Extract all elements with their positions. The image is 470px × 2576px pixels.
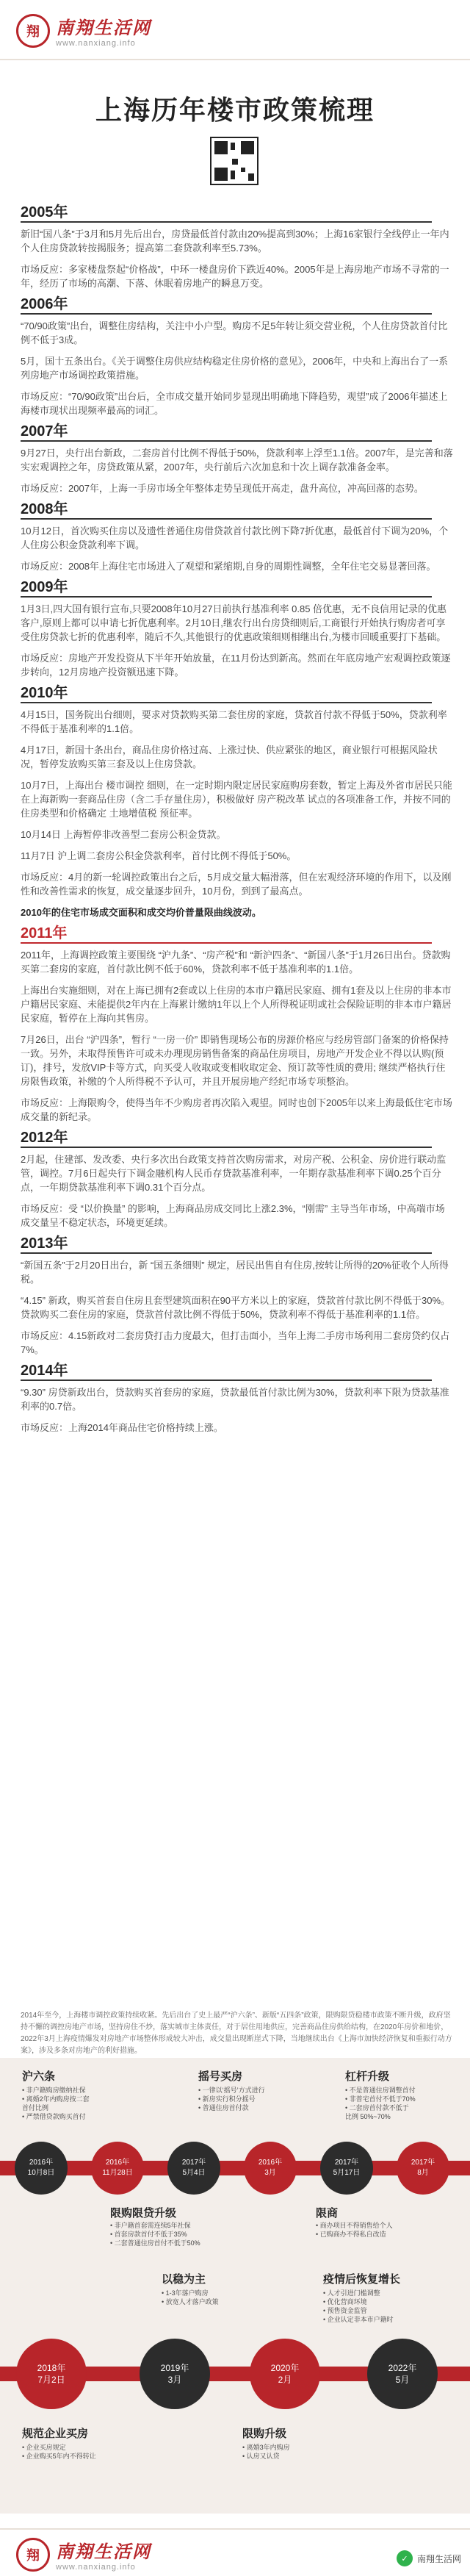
footer-logo[interactable] (16, 2537, 151, 2572)
section-year: 2007年 (21, 423, 68, 440)
timeline-bullet-item: 比例 50%~70% (345, 2113, 391, 2120)
timeline-bullets-5 (316, 2221, 393, 2239)
timeline-bullet-item: • 已购商办不得私自改造 (316, 2231, 386, 2238)
timeline-bullet-item: • 企业购买5年内不得转让 (22, 2453, 96, 2460)
timeline-node-4 (244, 2142, 297, 2195)
footer-brand-name: 南翔生活网 (56, 2541, 151, 2562)
timeline-label-1: 沪六条 (22, 2070, 56, 2083)
timeline-bullet-item: • 一律以‘摇号’方式进行 (198, 2087, 265, 2094)
section-divider (21, 942, 432, 944)
section-paragraph: 11月7日 沪上调二套房公积金贷款利率，首付比例不得低于50%。 (21, 850, 297, 861)
timeline-bullet-item: • 首套房款首付不低于35% (110, 2231, 187, 2238)
section-year: 2010年 (21, 685, 68, 701)
timeline-bullets-4 (110, 2221, 200, 2247)
node-date: 3月 (264, 2169, 276, 2177)
section-paragraph: 市场反应：2008年上海住宅市场进入了观望和紧缩期,自身的周期性调整，全年住宅交易显著回落。 (21, 561, 436, 572)
timeline-label-5: 限商 (316, 2207, 339, 2220)
timeline-label-8: 规范企业买房 (22, 2428, 89, 2440)
brand-url: www.nanxiang.info (56, 39, 136, 48)
node-year: 2017年 (334, 2159, 359, 2167)
timeline-label-9: 限购升级 (242, 2428, 287, 2440)
section-paragraph: 4月15日，国务院出台细则，要求对贷款购买第二套住房的家庭，贷款首付款不得低于50%，贷款利率不得低于基准利率的1.1倍。 (21, 709, 447, 734)
footer-brand-url: www.nanxiang.info (56, 2563, 136, 2572)
timeline-bullet-item: • 二套普通住房首付不低于50% (110, 2239, 200, 2247)
timeline-bullet-item: • 普通住房首付款 (198, 2104, 249, 2112)
section-divider (21, 221, 432, 223)
section-year: 2013年 (21, 1235, 68, 1252)
wechat-icon: ✓ (397, 2550, 413, 2566)
node-date: 11月28日 (102, 2169, 133, 2177)
timeline-bullets-8 (22, 2443, 96, 2461)
timeline-bullet-item: • 企业认定非本市户籍时 (323, 2316, 394, 2323)
qr-code-icon[interactable] (210, 137, 258, 185)
section-paragraph: 10月14日 上海暂停非改善型二套房公积金贷款。 (21, 829, 226, 840)
section-divider (21, 518, 432, 520)
timeline-bullet-item: • 认房又认贷 (242, 2453, 280, 2460)
section-year: 2012年 (21, 1130, 68, 1146)
section-paragraph: 市场反应：多家楼盘祭起“价格战”，中环一楼盘房价下跌近40%。2005年是上海房地产市场不寻常的一年，经历了市场的高潮、下落、休眠着房地产的瞬息万变。 (21, 264, 449, 289)
section-year: 2005年 (21, 204, 68, 220)
node-date: 8月 (417, 2169, 429, 2177)
section-year: 2011年 (21, 925, 68, 941)
section-paragraph: 7月26日，出台 “沪四条”，暂行 “一房一价” 即销售现场公布的房源价格应与经房管部门备案的价格保持一致。另外，未取得预售许可或未办理现房销售备案的商品住房项目，房地产开发企业不得以认购(预订)，排号，发放VIP卡等方式，向买受人收取或变相收取定金、预订款等性质的费用; 继续严格执行住房限售政策，补缴的个人所得税不予认可，并且开展房地产经纪市场专项整治。 (21, 1034, 449, 1087)
section-divider (21, 1147, 432, 1148)
section-paragraph: 2011年，上海调控政策主要围绕 “沪九条”、“房产税”和 “新沪四条”、“新国八条”于1月26日出台。贷款购买第二套房的家庭，首付款比例不低于60%，贷款利率不低于基准利率的1.1倍。 (21, 950, 451, 975)
section-paragraph: “4.15” 新政，购买首套自住房且套型建筑面积在90平方米以上的家庭，贷款首付款比例不得低于30%。贷款购买二套住房的家庭，贷款首付款比例不得低于50%，贷款利率不得低于基准利率的1.1倍。 (21, 1295, 451, 1320)
policy-timeline (0, 2058, 470, 2514)
timeline-label-7: 疫情后恢复增长 (323, 2273, 401, 2286)
node-date: 10月8日 (27, 2169, 55, 2177)
section-paragraph: 市场反应：4.15新政对二套房贷打击力度最大，但打击面小，当年上海二手房市场利用二套房贷约仅占7%。 (21, 1330, 450, 1355)
section-paragraph: 市场反应：受 “以价换量” 的影响，上海商品房成交同比上涨2.3%，“刚需” 主导当年市场，中高端市场成交量呈不稳定状态，环境更延续。 (21, 1203, 445, 1228)
section-year: 2008年 (21, 501, 68, 517)
section-paragraph: 市场反应：4月的新一轮调控政策出台之后，5月成交量大幅滑落，但在宏观经济环境的作用下，以及刚性和改善性需求的恢复，成交量逐步回升，10月份，到到了最高点。 (21, 872, 452, 897)
timeline-bullet-item: • 企业买房规定 (22, 2444, 66, 2451)
node-year: 2020年 (270, 2363, 300, 2373)
timeline-node-2 (91, 2142, 144, 2195)
footnote: 2014年至今，上海楼市调控政策持续收紧。先后出台了史上最严“沪六条”、新版“五四条”政策，限购限贷稳楼市政策不断升级，政府坚持不懈的调控房地产市场，坚持房住不炒，落实城市主体责任，对于居住用地供应，完善商品住房供给结构，在2020年房价和地价，2022年3月上海疫情爆发对房地产市场整体形成较大冲击，成交量出现断崖式下降，当地继续出台《上海市加快经济恢复和重振行动方案》，涉及多条对房地产的利好措施。 (21, 2012, 452, 2055)
section-paragraph: 4月17日，新国十条出台，商品住房价格过高、上涨过快、供应紧张的地区，商业银行可根据风险状况，暂停发放购买第三套及以上住房贷款。 (21, 745, 438, 769)
node-year: 2016年 (258, 2159, 283, 2167)
timeline-node-5 (320, 2142, 373, 2195)
section-year: 2006年 (21, 296, 68, 312)
timeline-bullet-item: • 新房实行积分摇号 (198, 2095, 256, 2103)
timeline-bullet-item: • 非户籍购房缴纳社保 (22, 2087, 86, 2094)
timeline-bullet-item: • 商办项目不得销售给个人 (316, 2222, 393, 2229)
node-year: 2016年 (29, 2159, 54, 2167)
node-year: 2017年 (181, 2159, 206, 2167)
node-date: 5月17日 (333, 2169, 361, 2177)
section-divider (21, 1252, 432, 1254)
section-paragraph: “70/90政策”出台，调整住房结构，关注中小户型。购房不足5年转让须交营业税，个人住房贷款首付比例不低于3成。 (21, 320, 448, 345)
section-paragraph: 10月12日，首次购买住房以及遗性普通住房借贷款首付款比例下降7折优惠，最低首付下调为20%，个人住房公积金贷款利率下调。 (21, 525, 449, 550)
logo-mark-text: 翔 (26, 24, 40, 40)
timeline-bullet-item: • 二套房首付款不低于 (345, 2104, 409, 2112)
timeline-bullet-item: • 优化营商环境 (323, 2298, 367, 2306)
logo-text (56, 13, 151, 48)
brand-logo[interactable] (16, 13, 151, 48)
timeline-bullets-1 (22, 2086, 90, 2121)
footer-logo-mark-icon (16, 2538, 50, 2572)
section-paragraph: “9.30” 房贷新政出台，贷款购买首套房的家庭，贷款最低首付款比例为30%，贷款利率下限为贷款基准利率的0.7倍。 (21, 1387, 449, 1412)
section-paragraph: 上海出台实施细则，对在上海已拥有2套或以上住房的本市户籍居民家庭、拥有1套及以上住房的非本市户籍居民家庭、未能提供2年内在上海累计缴纳1年以上个人所得税证明或社会保险证明的非本市户籍居民家庭，暂停在上海向其售房。 (21, 985, 452, 1024)
timeline-bullet-item: • 不是普通住房调整首付 (345, 2087, 416, 2094)
section-paragraph: 5月，国十五条出台。《关于调整住房供应结构稳定住房价格的意见》，2006年，中央和上海出台了一系列房地产市场调控政策措施。 (21, 356, 449, 381)
timeline-bullet-item: • 预售资金监管 (323, 2307, 367, 2314)
section-divider (21, 596, 432, 598)
timeline-label-2: 摇号买房 (198, 2070, 243, 2083)
section-paragraph: 1月3日,四大国有银行宣布,只要2008年10月27日前执行基准利率 0.85 倍优惠，无不良信用记录的优惠客户,原则上都可以申请七折优惠利率。2月10日,继农行出台房贷细则后,工商银行开始执行购房者可享受住房贷款七折的优惠利率，随后不久,其他银行的优惠政策细则相继出台,为楼市回暖重要打下基础。 (21, 603, 447, 642)
footer-logo-mark-text: 翔 (26, 2547, 40, 2564)
timeline-node-8 (140, 2339, 210, 2409)
timeline-bullet-item: • 严禁借贷款购买首付 (22, 2113, 86, 2120)
node-date: 7月2日 (37, 2375, 65, 2385)
section-paragraph: 9月27日，央行出台新政，二套房首付比例不得低于50%，贷款利率上浮至1.1倍。2007年，是完善和落实宏观调控之年，房贷政策从紧，2007年，央行前后六次加息和十次上调存款准备金率。 (21, 448, 453, 473)
timeline-bullet-item: • 1-3年落户购房 (162, 2289, 209, 2297)
timeline-node-7 (16, 2339, 87, 2409)
timeline-node-9 (250, 2339, 320, 2409)
node-year: 2016年 (105, 2159, 130, 2167)
page-title: 上海历年楼市政策梳理 (95, 95, 375, 125)
section-divider (21, 440, 432, 442)
timeline-bullet-item: • 放宽人才落户政策 (162, 2298, 219, 2306)
timeline-node-1 (15, 2142, 68, 2195)
wechat-account[interactable] (397, 2550, 461, 2566)
node-date: 5月4日 (182, 2169, 206, 2177)
timeline-bullets-7 (323, 2289, 394, 2324)
node-date: 5月 (395, 2375, 410, 2385)
section-year: 2014年 (21, 1363, 68, 1379)
timeline-label-6: 以稳为主 (162, 2273, 206, 2286)
section-paragraph: “新国五条”于2月20日出台，新 “国五条细则” 规定，居民出售自有住房,按转让所得的20%征收个人所得税。 (21, 1260, 449, 1285)
node-year: 2017年 (411, 2159, 435, 2167)
node-year: 2019年 (160, 2363, 189, 2373)
logo-mark-icon (16, 14, 50, 48)
node-year: 2022年 (388, 2363, 417, 2373)
timeline-label-4: 限购限贷升级 (110, 2207, 177, 2220)
timeline-bullet-item: • 离婚2年内购房按二套 (22, 2095, 90, 2103)
timeline-bullet-item: • 离婚3年内购房 (242, 2444, 290, 2451)
wechat-name: 南翔生活网 (416, 2553, 461, 2564)
timeline-bullets-6 (162, 2289, 219, 2306)
section-paragraph: 10月7日，上海出台 楼市调控 细则，在一定时期内限定居民家庭购房套数，暂定上海及外省市居民只能在上海新购一套商品住房（含二手存量住房），积极做好 房产税改革 试点的各项准备工作，并按不同的住房类型和价格确定 土地增值税 预征率。 (21, 780, 452, 819)
section-paragraph: 新旧“国八条”于3月和5月先后出台，房贷最低首付款由20%提高到30%；上海16家银行全线停止一年内个人住房贷款转按揭服务；提高第二套贷款利率至5.73%。 (21, 229, 449, 254)
timeline-bullet-item: • 人才引进门槛调整 (323, 2289, 380, 2297)
timeline-bullet-item: 首付比例 (22, 2104, 49, 2112)
footer-divider (0, 2528, 470, 2530)
section-paragraph: 市场反应：2007年，上海一手房市场全年整体走势呈现低开高走，盘升高位，冲高回落的态势。 (21, 483, 424, 494)
timeline-node-3 (167, 2142, 220, 2195)
section-paragraph: 市场反应：“70/90政策”出台后，全市成交量开始同步显现出明确地下降趋势，观望”成了2006年描述上海楼市现状出现频率最高的词汇。 (21, 391, 448, 416)
timeline-node-10 (367, 2339, 438, 2409)
section-paragraph: 2月起，住建部、发改委、央行多次出台政策支持首次购房需求，对房产税、公积金、房价进行联动监管，调控。7月6日起央行下调金融机构人民币存贷款基准利率，一年期存款基准利率下调0.25个百分点，一年期贷款基准利率下调0.31个百分点。 (21, 1154, 446, 1193)
section-divider (21, 313, 432, 315)
timeline-bullet-item: • 非户籍首套需连续5年社保 (110, 2222, 191, 2229)
timeline-bullet-item: • 非普宅首付不低于70% (345, 2095, 416, 2103)
section-paragraph: 市场反应：房地产开发投资从下半年开始放量，在11月份达到新高。然而在年底房地产宏观调控政策逐步转向，12月房地产投资额迅速下降。 (21, 653, 451, 678)
section-paragraph: 市场反应：上海限购令，使得当年不少购房者再次陷入观望。同时也创下2005年以来上海最低住宅市场成交量的新纪录。 (21, 1097, 452, 1122)
brand-name: 南翔生活网 (56, 17, 151, 38)
footer-logo-text (56, 2537, 151, 2572)
section-divider (21, 702, 432, 703)
section-divider (21, 1380, 432, 1381)
section-year: 2009年 (21, 579, 68, 595)
node-date: 2月 (278, 2375, 292, 2385)
section-highlight: 2010年的住宅市场成交面积和成交均价普量限曲线波动。 (21, 907, 261, 918)
policy-content (21, 198, 454, 1442)
node-year: 2018年 (37, 2363, 66, 2373)
timeline-bullets-9 (242, 2443, 290, 2461)
timeline-bullets-3 (345, 2086, 416, 2121)
timeline-bullets-2 (198, 2086, 265, 2112)
section-paragraph: 市场反应：上海2014年商品住宅价格持续上涨。 (21, 1422, 223, 1433)
header-divider (0, 59, 470, 60)
timeline-node-6 (397, 2142, 449, 2195)
node-date: 3月 (167, 2375, 182, 2385)
timeline-label-3: 杠杆升级 (345, 2070, 390, 2083)
